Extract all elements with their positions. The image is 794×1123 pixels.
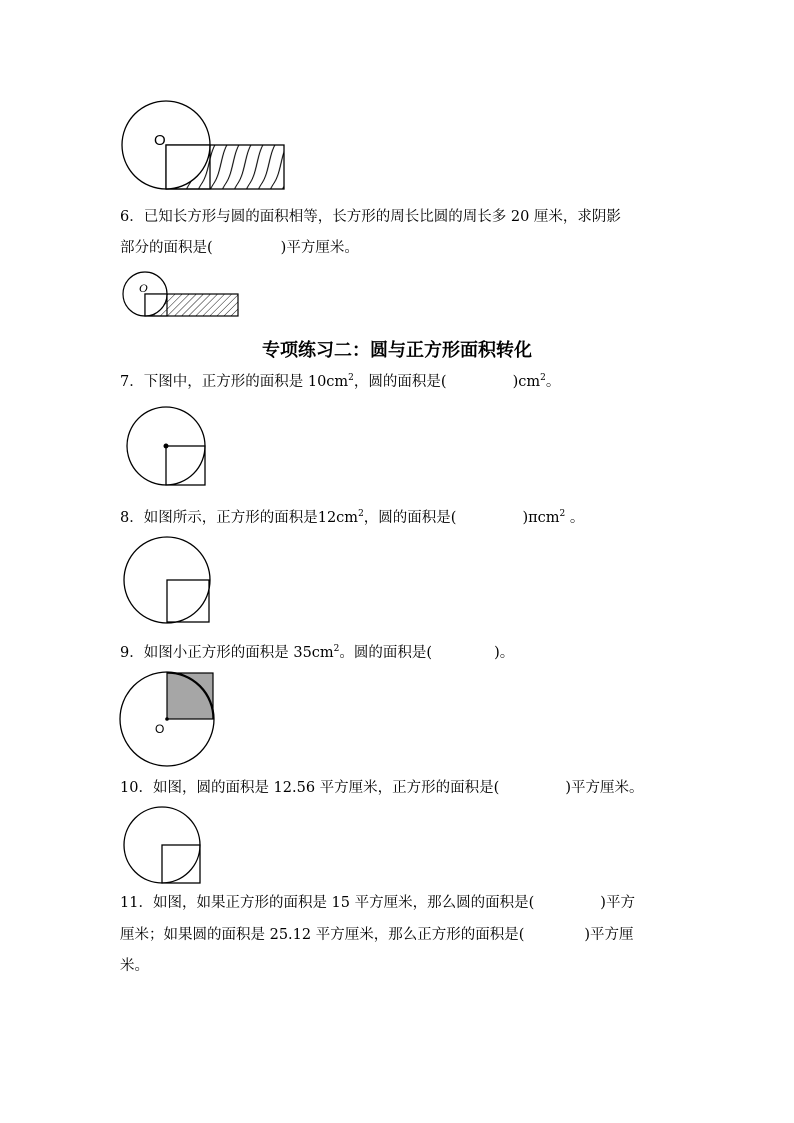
q10-line bbox=[120, 778, 644, 798]
q8-figure bbox=[123, 536, 215, 626]
center-label: O bbox=[154, 132, 166, 149]
q10-text-pre: 如图，圆的面积是 12.56 平方厘米，正方形的面积是( bbox=[152, 780, 500, 796]
q10-figure bbox=[122, 806, 212, 888]
q9-sup1: 2 bbox=[333, 644, 340, 655]
q11-text-line3: 米。 bbox=[120, 958, 149, 974]
section-title: 专项练习二：圆与正方形面积转化 bbox=[262, 340, 532, 361]
q9-figure bbox=[118, 671, 228, 771]
q11-text-line1-post: )平方 bbox=[600, 895, 635, 911]
center-dot bbox=[164, 444, 169, 449]
q8-text-pre: 如图所示，正方形的面积是12cm bbox=[143, 510, 359, 526]
shaded-square bbox=[167, 673, 213, 719]
q6-text-line1: 已知长方形与圆的面积相等，长方形的周长比圆的周长多 20 厘米，求阴影 bbox=[143, 209, 621, 225]
square bbox=[167, 580, 209, 622]
q9-text-mid: 。圆的面积是( bbox=[339, 645, 433, 661]
q7-text-mid: ，圆的面积是( bbox=[353, 374, 447, 390]
q8-sup1: 2 bbox=[358, 509, 364, 520]
q8-sup2: 2 bbox=[559, 509, 566, 520]
figure-1 bbox=[118, 100, 288, 190]
q8-text-post: )πcm bbox=[522, 510, 560, 526]
center-dot bbox=[165, 717, 169, 721]
q6-text-line2-pre: 部分的面积是( bbox=[120, 240, 213, 256]
q11-text-line2-post: )平方厘 bbox=[584, 927, 634, 943]
q11-line2 bbox=[120, 925, 634, 945]
q6-figure bbox=[118, 266, 248, 326]
q10-number: 10． bbox=[120, 780, 153, 796]
q6-text-line2-post: )平方厘米。 bbox=[280, 240, 359, 256]
q9-number: 9． bbox=[120, 645, 144, 661]
center-label: O bbox=[155, 722, 165, 736]
q9-text-pre: 如图小正方形的面积是 35cm bbox=[143, 645, 334, 661]
q11-text-line1-pre: 如图，如果正方形的面积是 15 平方厘米，那么圆的面积是( bbox=[152, 895, 535, 911]
q9-line bbox=[120, 643, 514, 663]
q7-figure bbox=[124, 407, 214, 487]
q6-number: 6． bbox=[120, 209, 144, 225]
q7-sup1: 2 bbox=[348, 373, 354, 384]
q11-number: 11． bbox=[120, 895, 153, 911]
q7-line bbox=[120, 372, 560, 392]
center-label: O bbox=[139, 281, 148, 295]
q8-line bbox=[120, 508, 584, 528]
q8-text-end: 。 bbox=[565, 510, 585, 526]
q7-text-post: )cm bbox=[512, 374, 541, 390]
q11-line3 bbox=[120, 956, 149, 976]
q7-text-pre: 下图中，正方形的面积是 10cm bbox=[143, 374, 349, 390]
q6-line2 bbox=[120, 238, 359, 258]
q11-line1 bbox=[120, 893, 635, 913]
q9-text-post: )。 bbox=[494, 645, 515, 661]
q10-text-post: )平方厘米。 bbox=[565, 780, 644, 796]
q7-number: 7． bbox=[120, 374, 144, 390]
q6-line1 bbox=[120, 207, 621, 227]
q11-text-line2-pre: 厘米；如果圆的面积是 25.12 平方厘米，那么正方形的面积是( bbox=[120, 927, 525, 943]
q7-text-end: 。 bbox=[545, 374, 561, 390]
q8-text-mid: ，圆的面积是( bbox=[363, 510, 457, 526]
q8-number: 8． bbox=[120, 510, 144, 526]
q7-sup2: 2 bbox=[540, 373, 546, 384]
